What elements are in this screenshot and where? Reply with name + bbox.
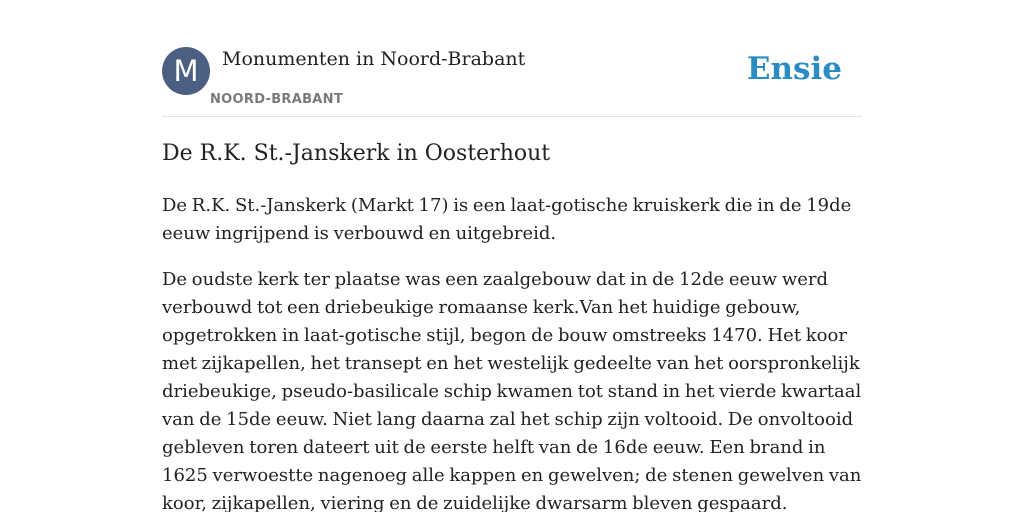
category-label[interactable]: NOORD-BRABANT [210,92,344,107]
article-title: De R.K. St.-Janskerk in Oosterhout [162,141,551,166]
header [162,46,862,117]
article-paragraph-intro: De R.K. St.-Janskerk (Markt 17) is een laat-gotische kruiskerk die in de 19de eeuw ingrijpend is verbouwd en uitgebreid. [162,195,852,244]
brand-logo[interactable]: Ensie [746,51,842,87]
avatar[interactable]: M [162,47,210,95]
site-title-link[interactable]: Monumenten in Noord-Brabant [222,48,526,70]
article-paragraph-history: De oudste kerk ter plaatse was een zaalgebouw dat in de 12de eeuw werd verbouwd tot een driebeukige romaanse kerk.Van het huidige gebouw, opgetrokken in laat-gotische stijl, begon de bouw omstreeks 1470. Het koor met zijkapellen, het transept en het westelijk gedeelte van het oorspronkelijk driebeukige, pseudo-basilicale schip kwamen tot stand in het vierde kwartaal van de 15de eeuw. Niet lang daarna zal het schip zijn voltooid. De onvoltooid gebleven toren dateert uit de eerste helft van de 16de eeuw. Een brand in 1625 verwoestte nagenoeg alle kappen en gewelven; de stenen gewelven van koor, zijkapellen, viering en de zuidelijke dwarsarm bleven gespaard. [162,269,862,512]
article [162,138,864,512]
